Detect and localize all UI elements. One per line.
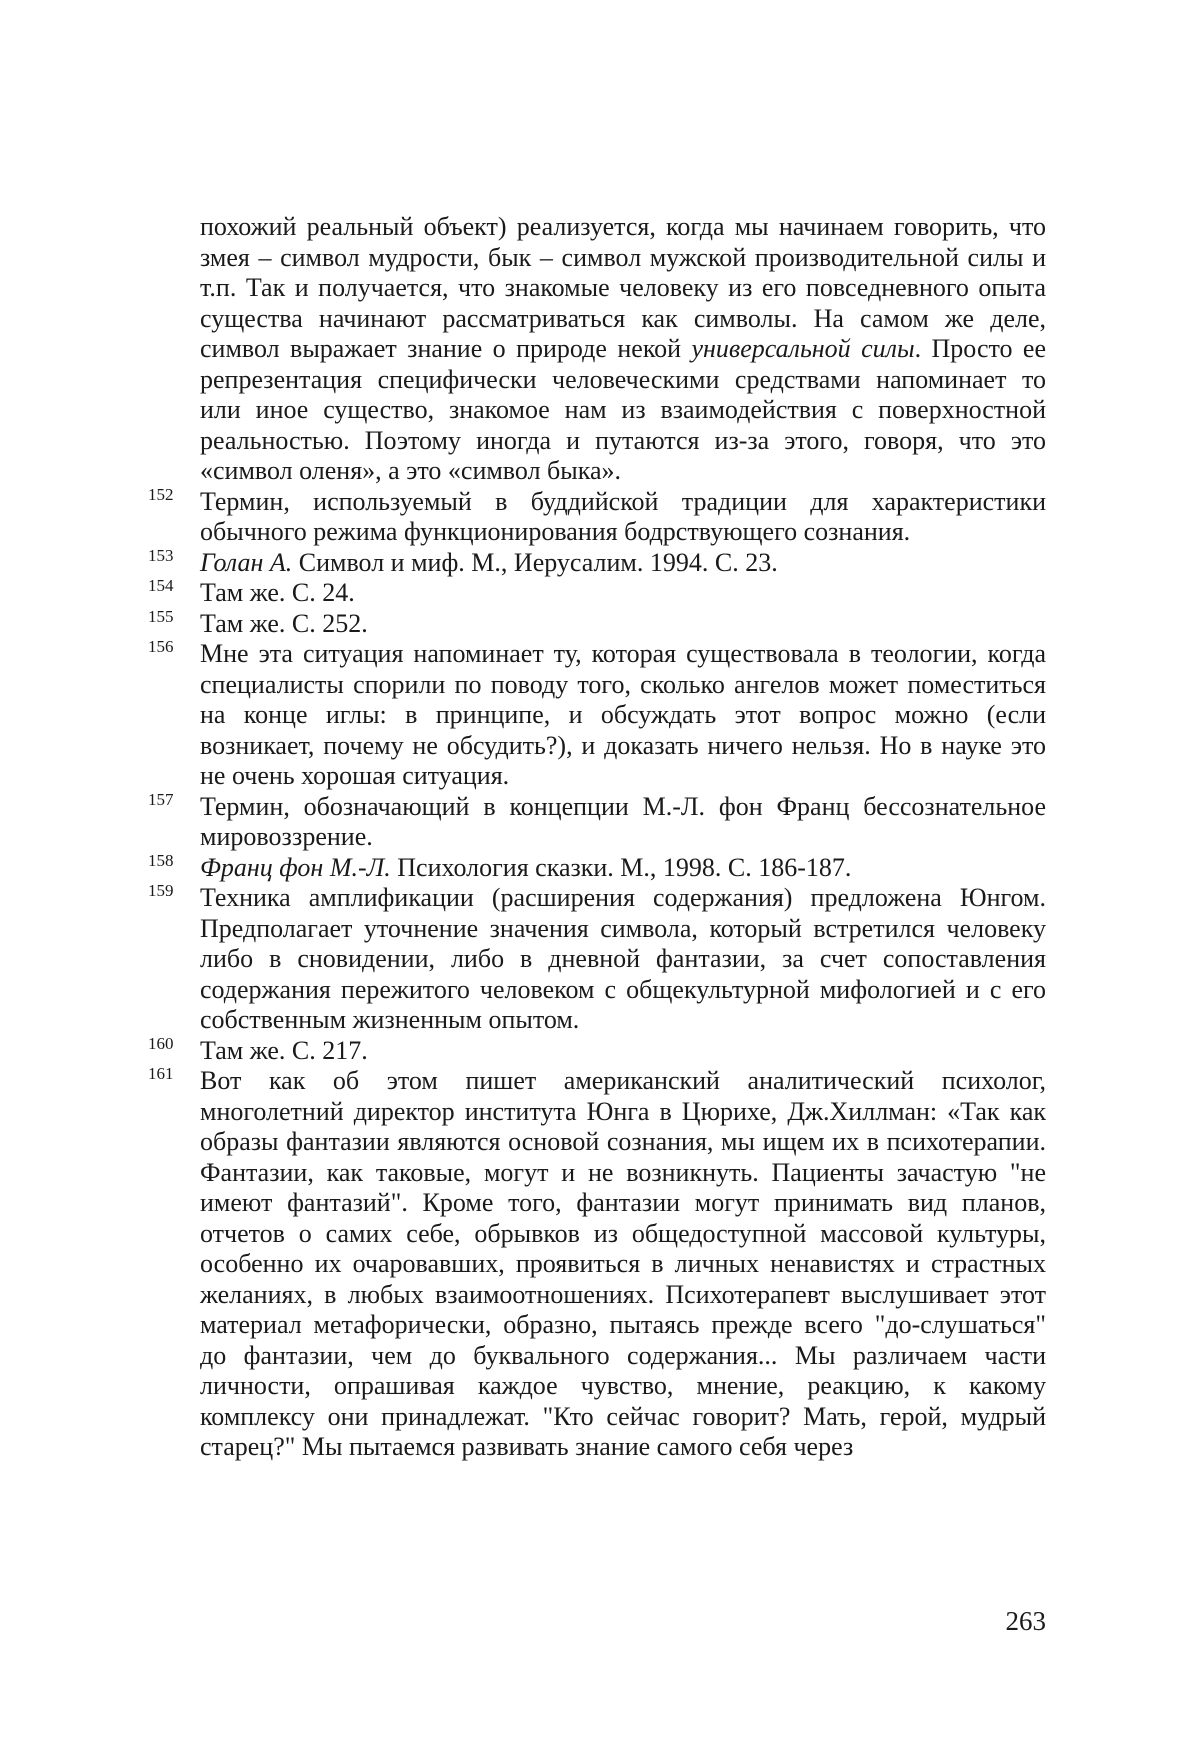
footnote-153 <box>148 545 1046 579</box>
footnote-author: Голан А. <box>200 547 293 577</box>
footnote-text: Там же. С. 24. <box>200 578 355 607</box>
page-number: 263 <box>1005 1606 1046 1636</box>
footnote-154 <box>148 576 1046 609</box>
page-body <box>148 212 1046 1463</box>
footnote-author: Франц фон М.-Л. <box>200 852 391 882</box>
footnote-161 <box>148 1064 1046 1463</box>
footnote-text: Вот как об этом пишет американский аналитический психолог, многолетний директор института Юнга в Цюрихе, Дж.Хиллман: «Так как образы фантазии являются основой сознания, мы ищем их в психотерапии. Фантазии, как таковые, могут и не возникнуть. Пациенты зачастую "не имеют фантазий". Кроме того, фантазии могут принимать вид планов, отчетов о самих себе, обрывков из общедоступной массовой культуры, особенно их очаровавших, проявиться в личных ненавистях и страстных желаниях, в любых взаимоотношениях. Психотерапевт выслушивает этот материал метафорически, образно, пытаясь прежде всего "до-слушаться" до фантазии, чем до буквального содержания... Мы различаем части личности, опрашивая каждое чувство, мнение, реакцию, к какому комплексу они принадлежат. "Кто сейчас говорит? Мать, герой, мудрый старец?" Мы пытаемся развивать знание самого себя через <box>200 1066 1046 1461</box>
footnote-number: 158 <box>148 850 174 870</box>
continued-paragraph <box>200 212 1046 487</box>
footnote-number: 157 <box>148 789 174 809</box>
footnote-text: Франц фон М.-Л. Психология сказки. М., 1998. С. 186-187. <box>200 852 852 882</box>
footnote-159 <box>148 881 1046 1036</box>
footnote-number: 159 <box>148 881 174 900</box>
intro-text-before: похожий реальный объект) реализуется, когда мы начинаем говорить, что змея – символ мудрости, бык – символ мужской производительной силы и т.п. Так и получается, что знакомые человеку из его повседневного опыта существа начинают рассматриваться как символы. На самом же деле, символ выражает знание о природе некой <box>200 212 1046 363</box>
footnote-152 <box>148 484 1046 548</box>
footnote-number: 153 <box>148 545 174 565</box>
footnote-160 <box>148 1033 1046 1067</box>
footnote-156 <box>148 637 1046 792</box>
footnote-text: Техника амплификации (расширения содержания) предложена Юнгом. Предполагает уточнение значения символа, который встретился человеку либо в сновидении, либо в дневной фантазии, за счет сопоставления содержания пережитого человеком с общекультурной мифологией и с его собственным жизненным опытом. <box>200 883 1046 1034</box>
footnote-text: Там же. С. 217. <box>200 1035 368 1065</box>
footnote-number: 155 <box>148 606 174 626</box>
intro-text-after: . Просто ее репрезентация специфически человеческими средствами напоминает то или иное существо, знакомое нам из взаимодействия с поверхностной реальностью. Поэтому иногда и путаются из-за этого, говоря, что это «символ оленя», а это «символ быка». <box>200 334 1046 485</box>
footnote-text: Там же. С. 252. <box>200 608 368 638</box>
footnote-number: 156 <box>148 637 174 656</box>
footnote-number: 152 <box>148 484 174 504</box>
footnote-157 <box>148 789 1046 853</box>
footnote-number: 154 <box>148 576 174 595</box>
footnote-text: Голан А. Символ и миф. М., Иерусалим. 1994. С. 23. <box>200 547 778 577</box>
footnote-text: Термин, используемый в буддийской традиции для характеристики обычного режима функционирования бодрствующего сознания. <box>200 486 1046 546</box>
intro-italic-phrase: универсальной силы <box>691 334 915 363</box>
footnote-number: 161 <box>148 1064 174 1083</box>
footnote-number: 160 <box>148 1033 174 1053</box>
footnote-158 <box>148 850 1046 884</box>
footnote-text: Мне эта ситуация напоминает ту, которая существовала в теологии, когда специалисты спорили по поводу того, сколько ангелов может поместиться на конце иглы: в принципе, и обсуждать этот вопрос можно (если возникает, почему не обсудить?), и доказать ничего нельзя. Но в науке это не очень хорошая ситуация. <box>200 639 1046 790</box>
footnote-155 <box>148 606 1046 640</box>
footnote-text: Термин, обозначающий в концепции М.-Л. фон Франц бессознательное мировоззрение. <box>200 791 1046 851</box>
